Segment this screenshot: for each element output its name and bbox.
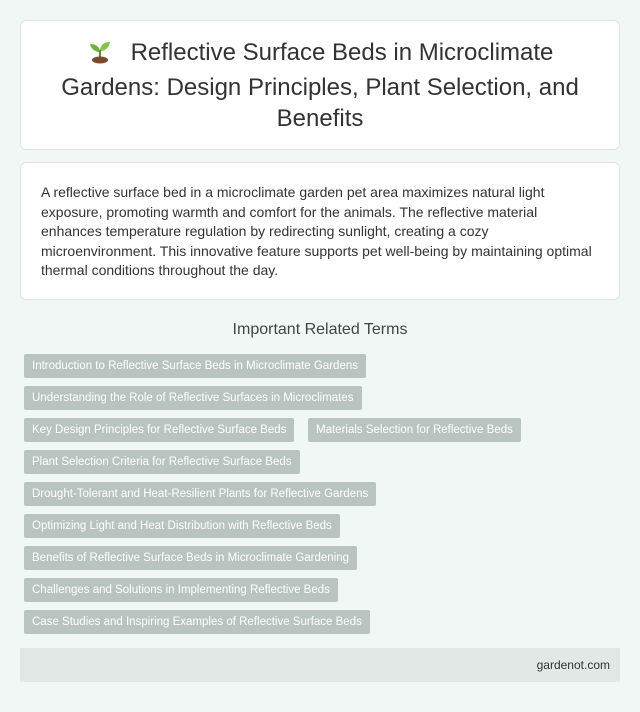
related-term-tag[interactable]: Introduction to Reflective Surface Beds in Microclimate Gardens bbox=[24, 354, 366, 378]
related-term-tag[interactable]: Benefits of Reflective Surface Beds in Microclimate Gardening bbox=[24, 546, 357, 570]
description-card bbox=[20, 162, 620, 300]
related-term-tag[interactable]: Optimizing Light and Heat Distribution with Reflective Beds bbox=[24, 514, 340, 538]
related-term-tag[interactable]: Case Studies and Inspiring Examples of Reflective Surface Beds bbox=[24, 610, 370, 634]
related-term-tag[interactable]: Materials Selection for Reflective Beds bbox=[308, 418, 521, 442]
related-term-tag[interactable]: Key Design Principles for Reflective Surface Beds bbox=[24, 418, 294, 442]
related-term-tag[interactable]: Challenges and Solutions in Implementing Reflective Beds bbox=[24, 578, 338, 602]
related-terms-heading: Important Related Terms bbox=[232, 321, 408, 338]
title-card bbox=[20, 20, 620, 150]
page-title bbox=[51, 37, 589, 134]
related-term-tag[interactable]: Drought-Tolerant and Heat-Resilient Plants for Reflective Gardens bbox=[24, 482, 376, 506]
related-term-tag[interactable]: Understanding the Role of Reflective Surfaces in Microclimates bbox=[24, 386, 362, 410]
description-text: A reflective surface bed in a microclimate garden pet area maximizes natural light exposure, promoting warmth and comfort for the animals. The reflective material enhances temperature regulation by redirecting sunlight, creating a cozy microenvironment. This innovative feature supports pet well-being by maintaining optimal thermal conditions throughout the day. bbox=[41, 184, 592, 278]
footer-site-link[interactable]: gardenot.com bbox=[536, 658, 610, 672]
sprout-icon bbox=[87, 40, 113, 72]
related-term-tag[interactable]: Plant Selection Criteria for Reflective Surface Beds bbox=[24, 450, 300, 474]
page-title-text: Reflective Surface Beds in Microclimate Gardens: Design Principles, Plant Selection, and Benefits bbox=[61, 38, 579, 132]
footer bbox=[20, 648, 620, 682]
